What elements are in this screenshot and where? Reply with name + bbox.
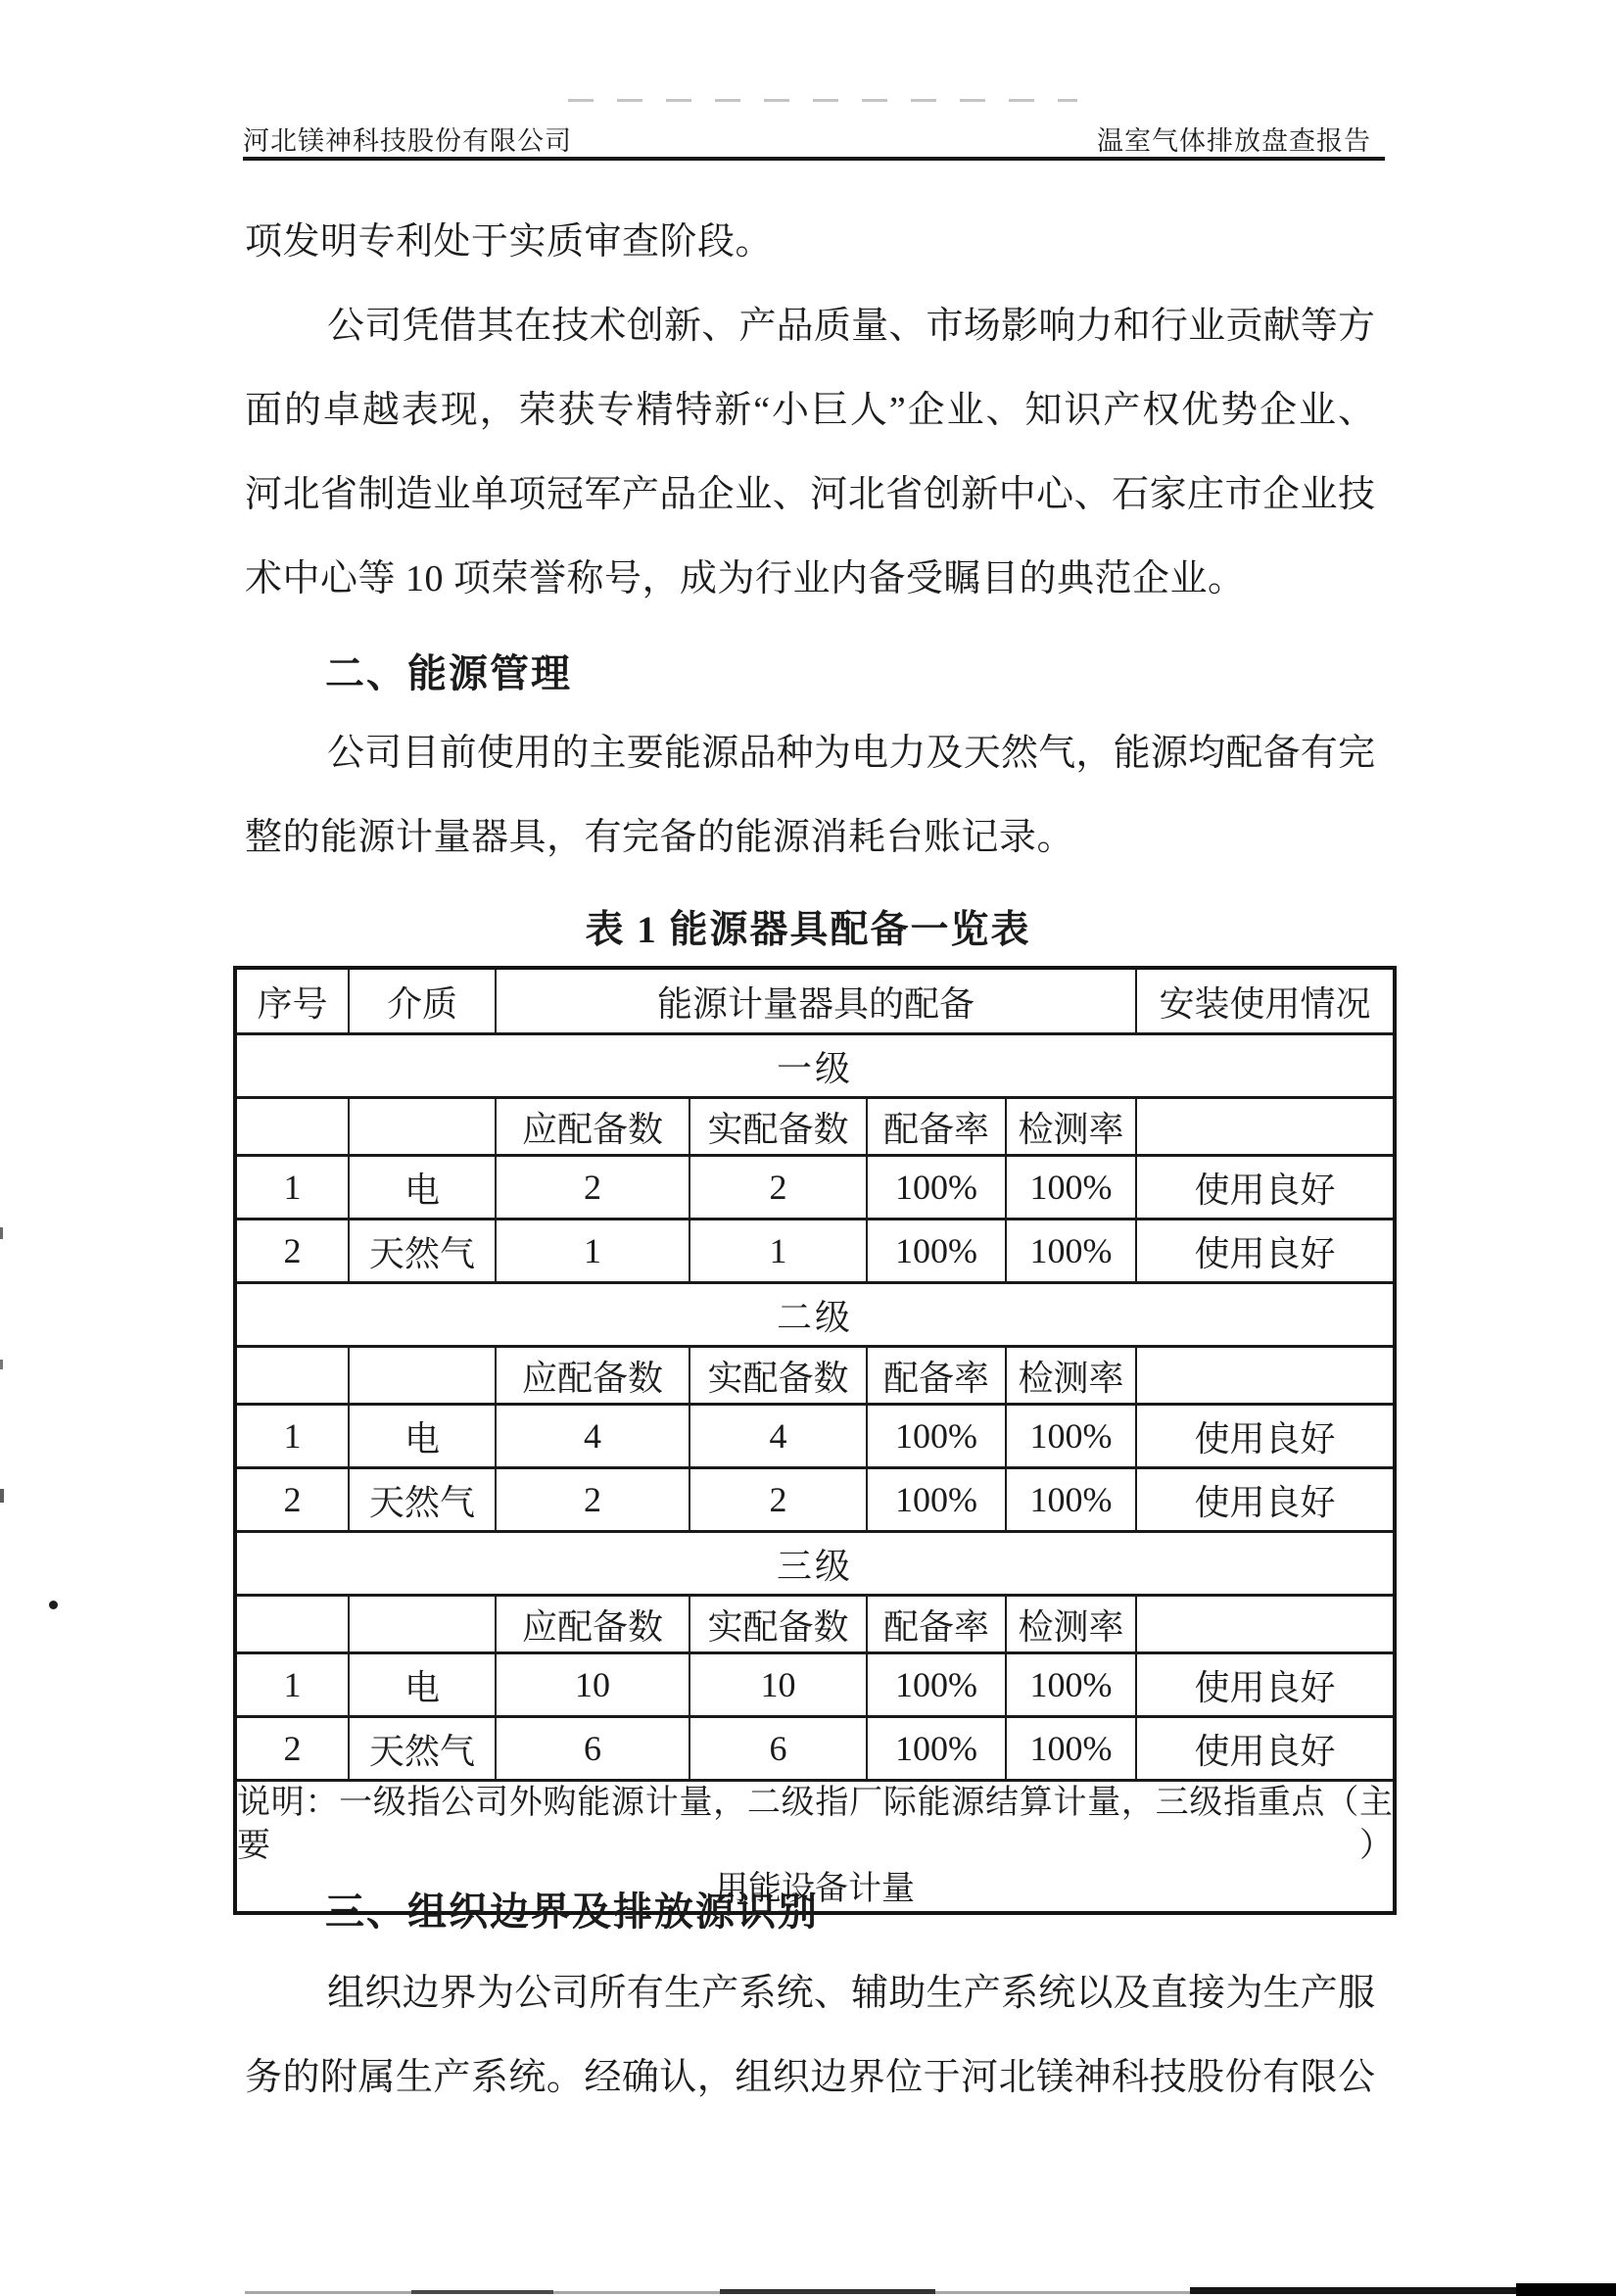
table-section-row — [235, 1283, 1395, 1347]
table-cell-empty — [349, 1347, 496, 1405]
table-caption: 表 1 能源器具配备一览表 — [585, 909, 1031, 951]
paragraph-line: 组织边界为公司所有生产系统、辅助生产系统以及直接为生产服 — [327, 1973, 1375, 2014]
header-company: 河北镁神科技股份有限公司 — [243, 126, 572, 156]
table-cell-empty — [235, 1596, 349, 1653]
paragraph-line: 河北省制造业单项冠军产品企业、河北省创新中心、石家庄市企业技 — [245, 474, 1375, 515]
scan-noise-top — [568, 99, 1077, 102]
table-cell-empty — [1136, 1596, 1395, 1653]
table-cell: 2 — [496, 1468, 689, 1532]
table-cell: 4 — [496, 1405, 689, 1468]
scan-dot-artifact — [49, 1601, 58, 1609]
table-cell: 2 — [235, 1717, 349, 1781]
table-cell-empty — [1136, 1098, 1395, 1156]
table-cell: 10 — [496, 1653, 689, 1717]
col-header-status: 安装使用情况 — [1136, 968, 1395, 1034]
col-header-meters: 能源计量器具的配备 — [496, 968, 1136, 1034]
table-cell: 1 — [689, 1220, 867, 1283]
table-subheader-row — [235, 1596, 1395, 1653]
table-row — [235, 1653, 1395, 1717]
table-row — [235, 1405, 1395, 1468]
scan-bottom-segment — [411, 2290, 553, 2294]
table-section-row — [235, 1034, 1395, 1098]
table-cell: 100% — [867, 1405, 1006, 1468]
table-section-label: 一级 — [235, 1034, 1395, 1098]
table-cell: 使用良好 — [1136, 1468, 1395, 1532]
table-row — [235, 1156, 1395, 1220]
table-cell: 10 — [689, 1653, 867, 1717]
table-cell: 天然气 — [349, 1717, 496, 1781]
paragraph-line: 术中心等 10 项荣誉称号，成为行业内备受瞩目的典范企业。 — [245, 558, 1246, 599]
table-cell-empty — [235, 1098, 349, 1156]
paragraph-line: 务的附属生产系统。经确认，组织边界位于河北镁神科技股份有限公 — [245, 2057, 1375, 2098]
subcol-check: 检测率 — [1006, 1098, 1136, 1156]
table-cell: 2 — [496, 1156, 689, 1220]
table-cell: 2 — [689, 1156, 867, 1220]
table-subheader-row — [235, 1347, 1395, 1405]
subcol-actual: 实配备数 — [689, 1347, 867, 1405]
subcol-rate: 配备率 — [867, 1596, 1006, 1653]
table-cell: 1 — [235, 1653, 349, 1717]
paragraph-line: 公司凭借其在技术创新、产品质量、市场影响力和行业贡献等方 — [327, 306, 1375, 347]
table-cell: 100% — [1006, 1220, 1136, 1283]
scan-bottom-corner — [1516, 2283, 1616, 2296]
table-cell: 使用良好 — [1136, 1220, 1395, 1283]
table-cell: 100% — [867, 1156, 1006, 1220]
table-header-row — [235, 968, 1395, 1034]
paragraph-line: 公司目前使用的主要能源品种为电力及天然气，能源均配备有完 — [327, 733, 1375, 774]
table-cell: 100% — [1006, 1156, 1136, 1220]
paragraph-line: 面的卓越表现，荣获专精特新“小巨人”企业、知识产权优势企业、 — [245, 390, 1375, 431]
table-cell-empty — [1136, 1347, 1395, 1405]
section-heading-boundary: 三、组织边界及排放源识别 — [325, 1889, 819, 1934]
paragraph-line: 项发明专利处于实质审查阶段。 — [245, 221, 774, 263]
subcol-required: 应配备数 — [496, 1347, 689, 1405]
table-cell: 天然气 — [349, 1468, 496, 1532]
table-cell: 2 — [235, 1220, 349, 1283]
table-section-row — [235, 1532, 1395, 1596]
table-row — [235, 1220, 1395, 1283]
table-cell: 100% — [1006, 1405, 1136, 1468]
subcol-check: 检测率 — [1006, 1347, 1136, 1405]
table-cell: 100% — [867, 1653, 1006, 1717]
table-cell: 100% — [867, 1468, 1006, 1532]
table-cell: 电 — [349, 1405, 496, 1468]
subcol-check: 检测率 — [1006, 1596, 1136, 1653]
table-cell: 2 — [235, 1468, 349, 1532]
scan-bottom-segment — [720, 2289, 935, 2294]
table-cell: 2 — [689, 1468, 867, 1532]
table-cell: 使用良好 — [1136, 1405, 1395, 1468]
subcol-rate: 配备率 — [867, 1347, 1006, 1405]
table-cell: 100% — [1006, 1717, 1136, 1781]
table-note-line2: 用能设备计量 — [715, 1871, 915, 1907]
table-cell: 100% — [867, 1717, 1006, 1781]
table-cell: 电 — [349, 1653, 496, 1717]
table-cell: 1 — [235, 1405, 349, 1468]
energy-meter-table — [233, 966, 1397, 1915]
table-cell: 6 — [496, 1717, 689, 1781]
table-cell: 1 — [235, 1156, 349, 1220]
table-cell: 100% — [1006, 1653, 1136, 1717]
header-report-title: 温室气体排放盘查报告 — [1097, 126, 1371, 156]
table-note-line1: 说明：一级指公司外购能源计量，二级指厂际能源结算计量，三级指重点（主要） — [237, 1785, 1394, 1864]
section-heading-energy: 二、能源管理 — [325, 651, 572, 695]
table-cell: 6 — [689, 1717, 867, 1781]
scan-noise-left-edge — [0, 1489, 4, 1503]
subcol-required: 应配备数 — [496, 1098, 689, 1156]
table-cell: 使用良好 — [1136, 1653, 1395, 1717]
table-cell: 100% — [1006, 1468, 1136, 1532]
scan-noise-left-edge — [0, 1360, 3, 1369]
subcol-actual: 实配备数 — [689, 1596, 867, 1653]
table-cell: 1 — [496, 1220, 689, 1283]
table-cell: 使用良好 — [1136, 1156, 1395, 1220]
subcol-actual: 实配备数 — [689, 1098, 867, 1156]
header-divider — [243, 157, 1385, 161]
table-section-label: 二级 — [235, 1283, 1395, 1347]
table-row — [235, 1468, 1395, 1532]
table-cell: 天然气 — [349, 1220, 496, 1283]
table-section-label: 三级 — [235, 1532, 1395, 1596]
table-cell: 100% — [867, 1220, 1006, 1283]
subcol-rate: 配备率 — [867, 1098, 1006, 1156]
table-cell-empty — [349, 1596, 496, 1653]
subcol-required: 应配备数 — [496, 1596, 689, 1653]
table-cell-empty — [349, 1098, 496, 1156]
table-cell: 使用良好 — [1136, 1717, 1395, 1781]
paragraph-line: 整的能源计量器具，有完备的能源消耗台账记录。 — [245, 817, 1075, 858]
col-header-medium: 介质 — [349, 968, 496, 1034]
table-cell: 电 — [349, 1156, 496, 1220]
table-row — [235, 1717, 1395, 1781]
table-cell: 4 — [689, 1405, 867, 1468]
scan-noise-left-edge — [0, 1227, 3, 1239]
table-cell-empty — [235, 1347, 349, 1405]
table-subheader-row — [235, 1098, 1395, 1156]
col-header-seq: 序号 — [235, 968, 349, 1034]
